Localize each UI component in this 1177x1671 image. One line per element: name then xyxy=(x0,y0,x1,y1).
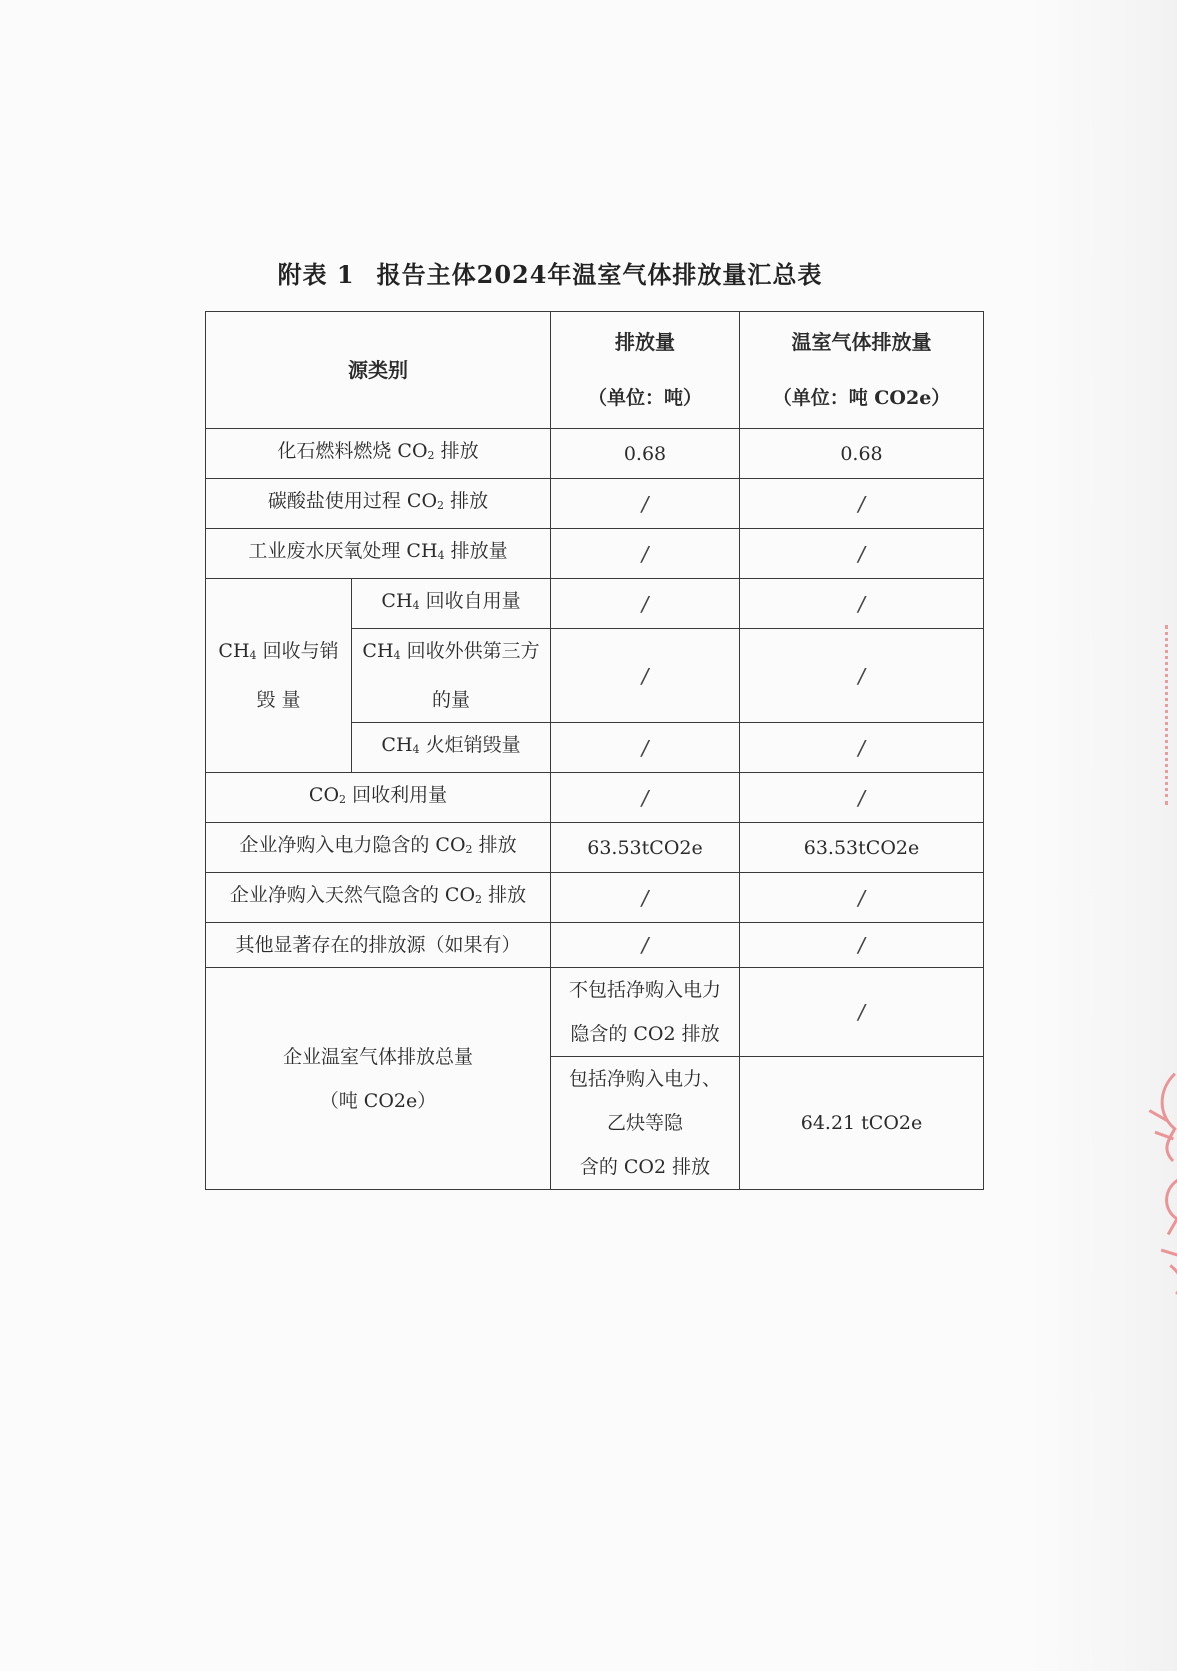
label-text: CH xyxy=(381,590,413,612)
page-edge-shadow xyxy=(1027,0,1177,1671)
ghg-value: / xyxy=(740,529,984,579)
header-ghg-unit: （单位：吨 CO2e） xyxy=(772,387,951,409)
seal-stamp-edge-top xyxy=(1165,625,1177,805)
label-text: 回收利用量 xyxy=(346,784,448,806)
label-text: 工业废水厌氧处理 CH xyxy=(248,540,438,562)
row-wastewater xyxy=(206,529,984,579)
row-label xyxy=(206,873,551,923)
label-text: 不包括净购入电力 xyxy=(568,979,721,1001)
label-text: 包括净购入电力、 xyxy=(568,1068,721,1090)
row-co2-recovery xyxy=(206,773,984,823)
emission-value: / xyxy=(551,479,740,529)
label-text: 乙炔等隐 xyxy=(606,1112,683,1134)
subscript: 4 xyxy=(437,549,445,562)
emission-value: / xyxy=(551,873,740,923)
subscript: 2 xyxy=(339,793,347,806)
row-ch4-self-use xyxy=(206,579,984,629)
label-text: 回收外供第三方 xyxy=(400,640,540,662)
subscript: 4 xyxy=(393,649,401,662)
label-text: 火炬销毁量 xyxy=(419,734,521,756)
row-label xyxy=(352,629,551,723)
title-text: 报告主体2024年温室气体排放量汇总表 xyxy=(376,260,823,289)
subscript: 4 xyxy=(249,649,257,662)
ghg-value: 63.53tCO2e xyxy=(740,823,984,873)
ghg-value: / xyxy=(740,923,984,968)
subscript: 2 xyxy=(475,893,483,906)
header-row xyxy=(206,312,984,429)
ghg-value: / xyxy=(740,968,984,1057)
label-text: 回收自用量 xyxy=(419,590,521,612)
ghg-value: / xyxy=(740,773,984,823)
subscript: 4 xyxy=(412,743,420,756)
emission-value: 0.68 xyxy=(551,429,740,479)
row-total-excluding xyxy=(206,968,984,1057)
label-text: 排放 xyxy=(444,490,489,512)
label-text: 企业温室气体排放总量 xyxy=(282,1045,473,1068)
row-label xyxy=(206,429,551,479)
row-carbonate xyxy=(206,479,984,529)
label-text: 排放 xyxy=(434,440,479,462)
label-text: 排放 xyxy=(482,884,527,906)
total-label xyxy=(206,968,551,1190)
ghg-value: / xyxy=(740,479,984,529)
label-text: 排放 xyxy=(472,834,517,856)
ghg-value: / xyxy=(740,723,984,773)
label-text: 排放量 xyxy=(444,540,508,562)
label-text: 企业净购入天然气隐含的 CO xyxy=(229,884,476,906)
emission-value: / xyxy=(551,629,740,723)
row-label xyxy=(206,479,551,529)
label-text: 化石燃料燃烧 CO xyxy=(277,440,428,462)
table-title xyxy=(200,255,900,290)
ghg-value: / xyxy=(740,629,984,723)
emission-value: / xyxy=(551,773,740,823)
label-text: 含的 CO2 排放 xyxy=(579,1156,711,1178)
label-text: CH xyxy=(381,734,413,756)
row-label xyxy=(206,773,551,823)
row-purchased-electricity xyxy=(206,823,984,873)
label-text: CO xyxy=(308,784,340,806)
subscript: 2 xyxy=(465,843,473,856)
label-text: （吨 CO2e） xyxy=(319,1089,437,1112)
ghg-value: / xyxy=(740,579,984,629)
emission-value: / xyxy=(551,579,740,629)
row-purchased-gas xyxy=(206,873,984,923)
title-prefix: 附表 1 xyxy=(277,260,355,289)
header-emission-label: 排放量 xyxy=(615,330,675,354)
label-text: 毁 量 xyxy=(256,689,301,711)
ghg-value: 64.21 tCO2e xyxy=(740,1057,984,1190)
subscript: 2 xyxy=(427,449,435,462)
subscript: 2 xyxy=(437,499,445,512)
seal-stamp-graphic xyxy=(1127,1068,1177,1302)
excluding-label xyxy=(551,968,740,1057)
including-label xyxy=(551,1057,740,1190)
label-text: 的量 xyxy=(431,689,470,711)
label-text: 回收与销 xyxy=(256,640,339,662)
header-source-category: 源类别 xyxy=(206,312,551,429)
emission-value: / xyxy=(551,529,740,579)
row-other-sources xyxy=(206,923,984,968)
emission-value: 63.53tCO2e xyxy=(551,823,740,873)
label-text: 碳酸盐使用过程 CO xyxy=(267,490,438,512)
label-text: CH xyxy=(218,640,250,662)
header-emission xyxy=(551,312,740,429)
label-text: CH xyxy=(362,640,394,662)
subscript: 4 xyxy=(412,599,420,612)
label-text: 隐含的 CO2 排放 xyxy=(570,1023,720,1045)
row-label: 其他显著存在的排放源（如果有） xyxy=(206,923,551,968)
header-emission-unit: （单位：吨） xyxy=(587,387,702,409)
row-label xyxy=(352,723,551,773)
ghg-value: 0.68 xyxy=(740,429,984,479)
row-label xyxy=(206,529,551,579)
emission-value: / xyxy=(551,923,740,968)
row-fossil-fuel xyxy=(206,429,984,479)
emission-value: / xyxy=(551,723,740,773)
row-label xyxy=(352,579,551,629)
ch4-recovery-group-label xyxy=(206,579,352,773)
header-ghg-label: 温室气体排放量 xyxy=(791,330,932,354)
label-text: 企业净购入电力隐含的 CO xyxy=(239,834,466,856)
row-label xyxy=(206,823,551,873)
emission-summary-table xyxy=(205,311,984,1190)
ghg-value: / xyxy=(740,873,984,923)
header-ghg xyxy=(740,312,984,429)
